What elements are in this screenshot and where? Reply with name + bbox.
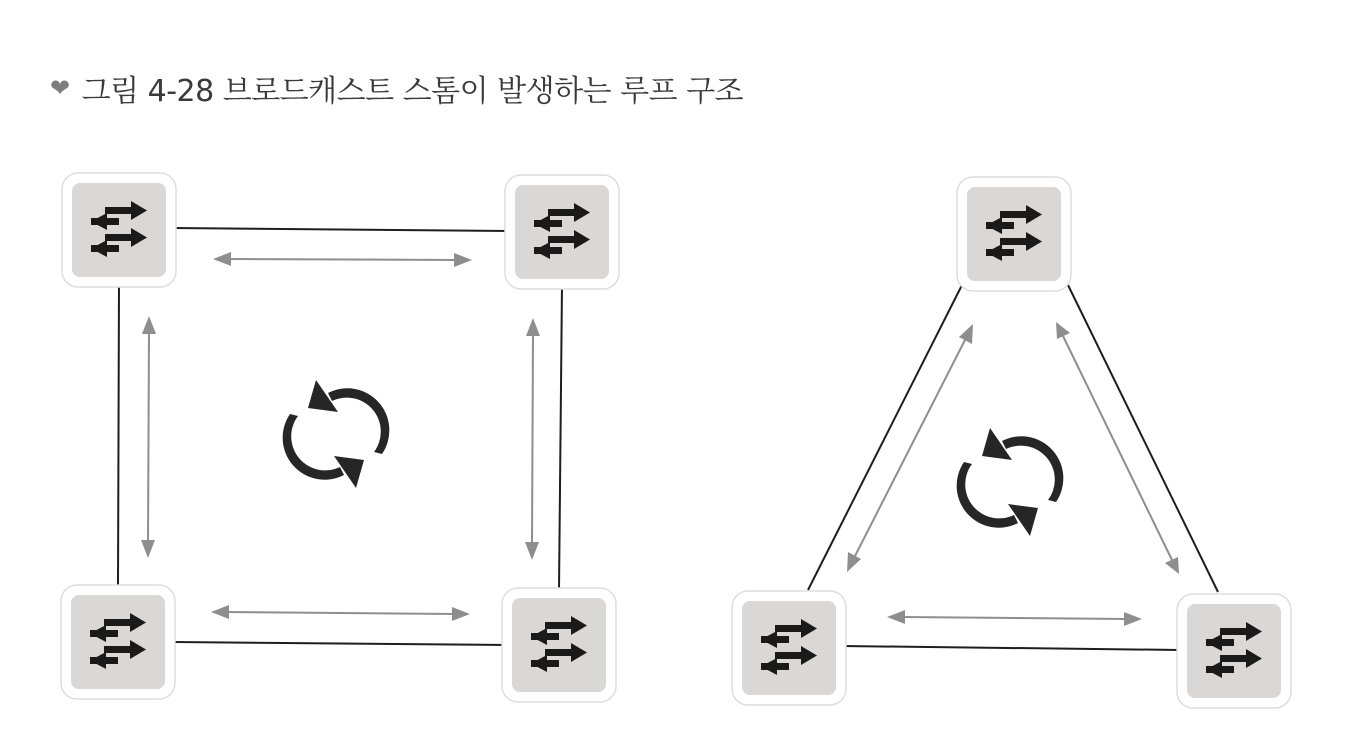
switch-icon — [732, 591, 846, 705]
bidirectional-arrow-icon — [847, 324, 973, 572]
triangle-link-right — [1068, 285, 1218, 592]
loop-cycle-icon — [957, 428, 1064, 536]
bidirectional-arrow-icon — [141, 316, 156, 558]
square-link-right — [559, 285, 562, 590]
bidirectional-arrow-icon — [887, 610, 1142, 626]
switch-icon — [61, 585, 175, 699]
switch-icon — [957, 177, 1071, 291]
switch-icon — [62, 173, 176, 287]
square-link-top — [172, 228, 515, 231]
bidirectional-arrow-icon — [1056, 322, 1179, 574]
square-link-left — [118, 282, 119, 585]
bidirectional-arrow-icon — [525, 318, 540, 560]
switch-icon — [505, 175, 619, 289]
triangle-topology — [732, 177, 1291, 708]
figure-title-text: 그림 4-28 브로드캐스트 스톰이 발생하는 루프 구조 — [81, 74, 744, 109]
loop-cycle-icon — [283, 380, 390, 488]
switch-icon — [502, 588, 616, 702]
triangle-link-bottom — [842, 646, 1180, 650]
bidirectional-arrow-icon — [213, 252, 472, 267]
triangle-link-left — [808, 285, 962, 590]
switch-icon — [1177, 594, 1291, 708]
square-link-bottom — [172, 642, 512, 645]
square-topology — [61, 173, 619, 702]
chevron-down-icon: ❤ — [50, 74, 70, 102]
bidirectional-arrow-icon — [211, 605, 470, 621]
